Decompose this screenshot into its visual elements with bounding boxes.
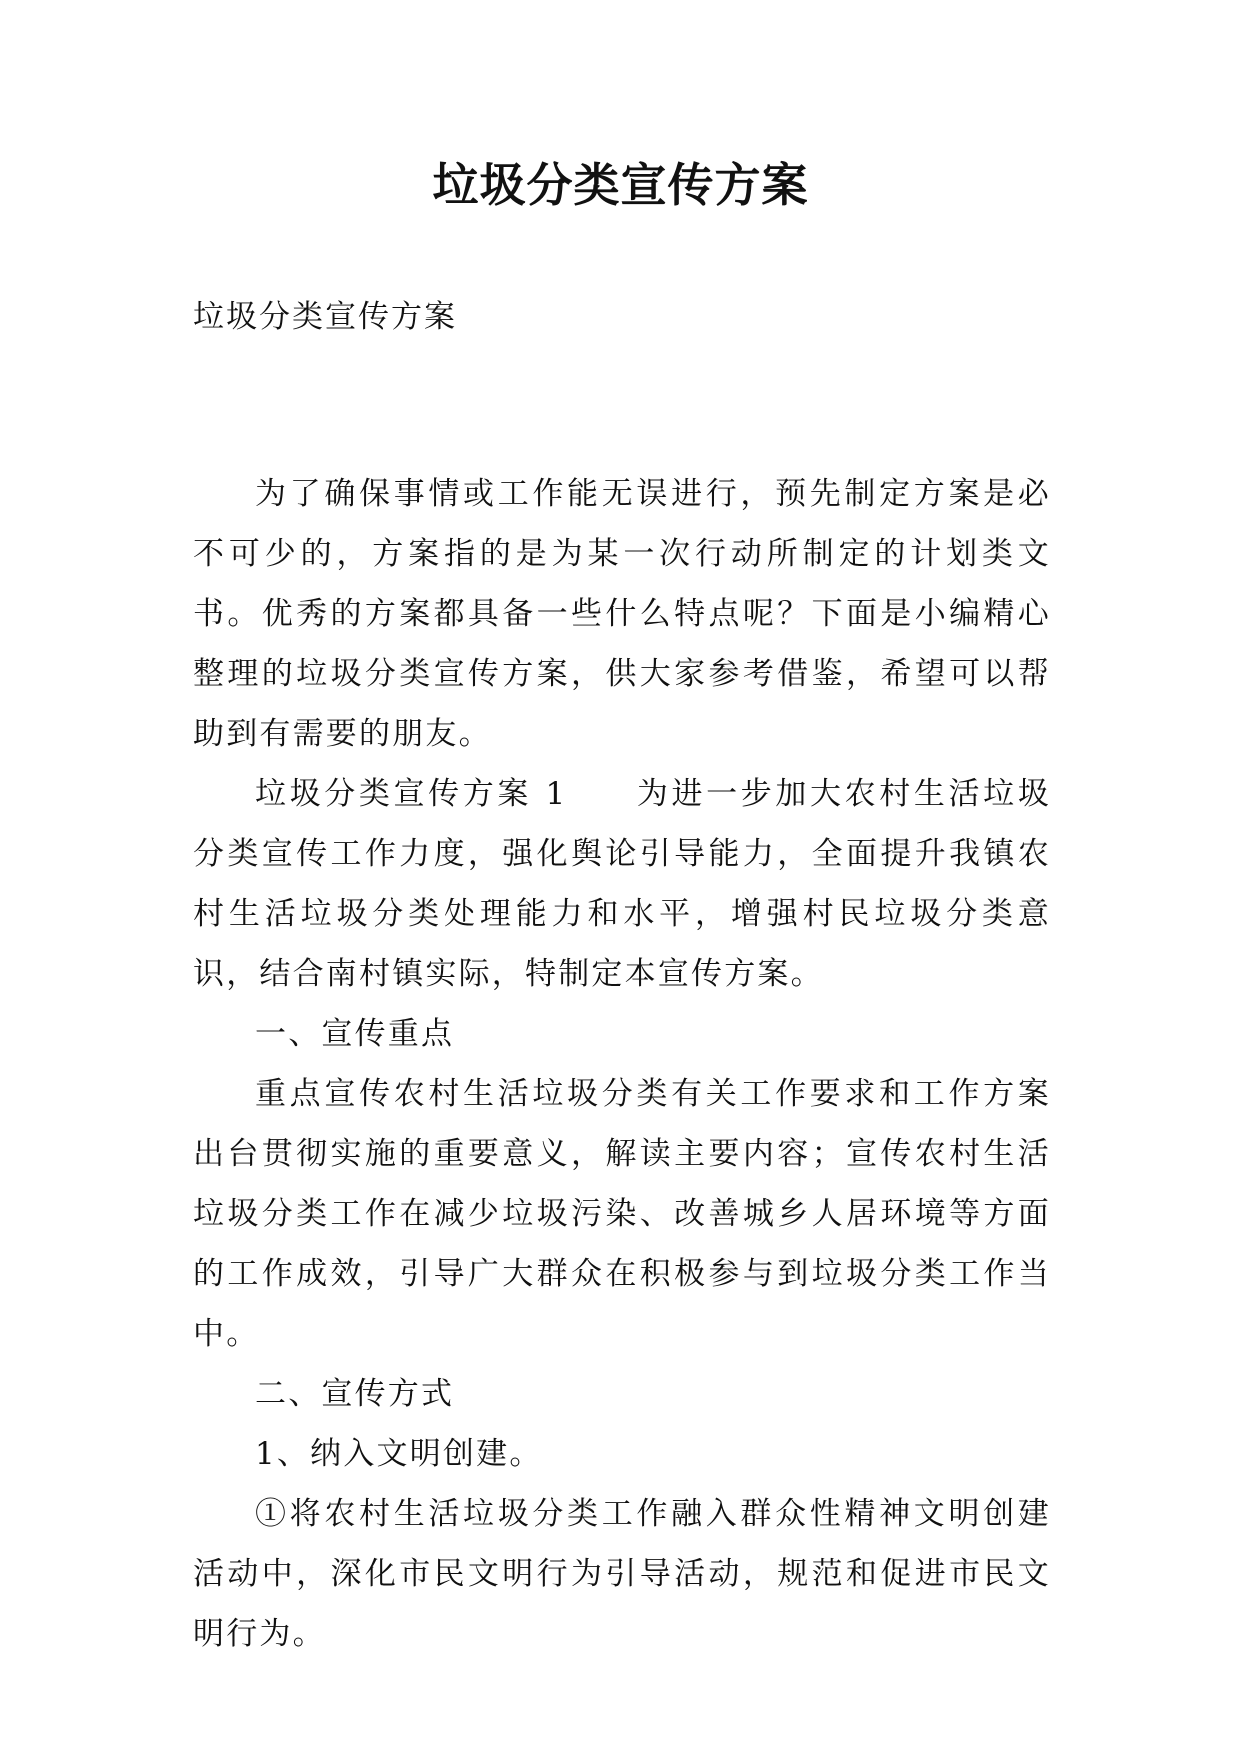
document-subtitle: 垃圾分类宣传方案 <box>193 299 457 335</box>
plan-1-text: 为进一步加大农村生活垃圾分类宣传工作力度，强化舆论引导能力，全面提升我镇农村生活垃圾分类处理能力和水平，增强村民垃圾分类意识，结合南村镇实际，特制定本宣传方案。 <box>193 776 1052 992</box>
plan-1-paragraph <box>193 764 1051 1004</box>
document-body <box>193 464 1051 1664</box>
item-1-paragraph: ①将农村生活垃圾分类工作融入群众性精神文明创建活动中，深化市民文明行为引导活动，规范和促进市民文明行为。 <box>193 1496 1051 1652</box>
plan-1-heading: 垃圾分类宣传方案 1 <box>255 776 568 812</box>
section-2-heading: 二、宣传方式 <box>255 1376 455 1412</box>
section-1-heading: 一、宣传重点 <box>255 1016 455 1052</box>
item-1-heading: 1、纳入文明创建。 <box>255 1436 543 1472</box>
section-1-paragraph: 重点宣传农村生活垃圾分类有关工作要求和工作方案出台贯彻实施的重要意义，解读主要内容；宣传农村生活垃圾分类工作在减少垃圾污染、改善城乡人居环境等方面的工作成效，引导广大群众在积极参与到垃圾分类工作当中。 <box>193 1076 1051 1352</box>
document-title: 垃圾分类宣传方案 <box>432 158 809 212</box>
intro-paragraph: 为了确保事情或工作能无误进行，预先制定方案是必不可少的，方案指的是为某一次行动所制定的计划类文书。优秀的方案都具备一些什么特点呢？下面是小编精心整理的垃圾分类宣传方案，供大家参考借鉴，希望可以帮助到有需要的朋友。 <box>193 476 1051 752</box>
